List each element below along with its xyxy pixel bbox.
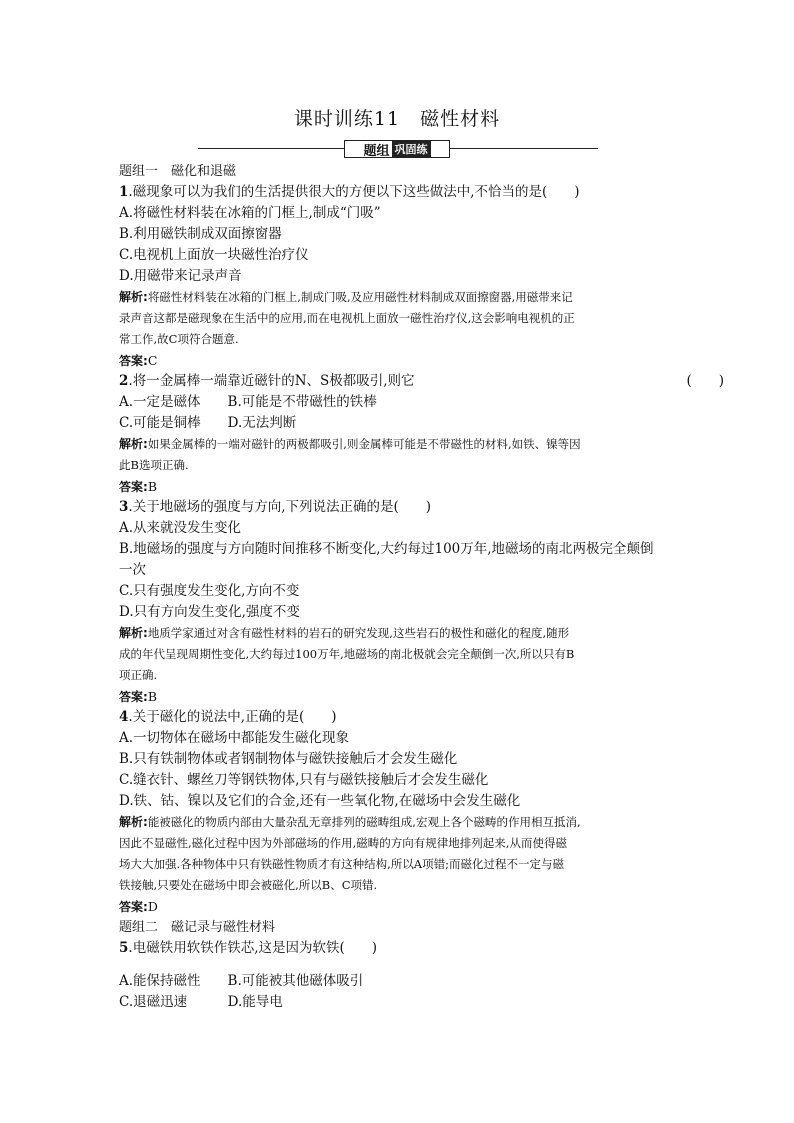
explanation-line: 铁接触,只要处在磁场中即会被磁化,所以B、C项错. xyxy=(119,878,378,892)
group-heading-2: 题组二 磁记录与磁性材料 xyxy=(119,920,276,935)
question-number: 3 xyxy=(119,499,129,515)
answer-label: 答案: xyxy=(119,354,148,368)
explanation-line: 常工作,故C项符合题意. xyxy=(119,332,239,346)
spacer xyxy=(119,959,724,971)
exercise-content xyxy=(119,161,724,1013)
answer-value: B xyxy=(147,479,157,494)
option-c: C.电视机上面放一块磁性治疗仪 xyxy=(119,247,309,263)
option-b-continued: 一次 xyxy=(119,562,146,578)
explanation-line xyxy=(119,287,724,308)
answer-value: D xyxy=(147,899,158,914)
answer-label: 答案: xyxy=(119,480,148,494)
section-banner xyxy=(198,140,598,158)
explanation-label: 解析: xyxy=(119,815,148,829)
question-5: 5.电磁铁用软铁作铁芯,这是因为软铁( ) xyxy=(119,940,378,956)
options-cd: C.可能是铜棒 D.无法判断 xyxy=(119,415,297,431)
explanation-line: 此B选项正确. xyxy=(119,458,189,472)
option-b: B.只有铁制物体或者钢制物体与磁铁接触后才会发生磁化 xyxy=(119,751,458,767)
answer-line xyxy=(119,350,724,371)
option-c: C.缝衣针、螺丝刀等钢铁物体,只有与磁铁接触后才会发生磁化 xyxy=(119,772,489,788)
explanation-line: 因此不显磁性,磁化过程中因为外部磁场的作用,磁畴的方向有规律地排列起来,从而使得磁 xyxy=(119,836,567,850)
explanation-text: 能被磁化的物质内部由大量杂乱无章排列的磁畴组成,宏观上各个磁畴的作用相互抵消, xyxy=(147,815,581,829)
answer-value: B xyxy=(147,689,157,704)
explanation-label: 解析: xyxy=(119,626,148,640)
option-b: B.利用磁铁制成双面擦窗器 xyxy=(119,226,282,242)
explanation-label: 解析: xyxy=(119,437,148,451)
banner-label: 题组 xyxy=(363,143,390,159)
question-stem: 关于地磁场的强度与方向,下列说法正确的是( ) xyxy=(132,499,432,515)
explanation-text: 如果金属棒的一端对磁针的两极都吸引,则金属棒可能是不带磁性的材料,如铁、镍等因 xyxy=(147,437,581,451)
option-d: D.只有方向发生变化,强度不变 xyxy=(119,604,300,620)
answer-label: 答案: xyxy=(119,690,148,704)
explanation-line: 录声音这都是磁现象在生活中的应用,而在电视机上面放一磁性治疗仪,这会影响电视机的正 xyxy=(119,311,575,325)
question-stem: 关于磁化的说法中,正确的是( ) xyxy=(132,709,337,725)
option-c: C.只有强度发生变化,方向不变 xyxy=(119,583,300,599)
banner-rule-left xyxy=(198,148,346,149)
explanation-line: 成的年代呈现周期性变化,大约每过100万年,地磁场的南北极就会完全颠倒一次,所以只有B xyxy=(119,647,575,661)
question-number: 1 xyxy=(119,184,129,200)
answer-label: 答案: xyxy=(119,900,148,914)
answer-bracket: ( ) xyxy=(686,373,724,389)
question-number: 4 xyxy=(119,709,129,725)
answer-line xyxy=(119,476,724,497)
options-ab: A.能保持磁性 B.可能被其他磁体吸引 xyxy=(119,973,364,989)
explanation-label: 解析: xyxy=(119,290,148,304)
explanation-text: 地质学家通过对含有磁性材料的岩石的研究发现,这些岩石的极性和磁化的程度,随形 xyxy=(147,626,570,640)
question-3: 3.关于地磁场的强度与方向,下列说法正确的是( ) xyxy=(119,499,432,515)
explanation-line xyxy=(119,623,724,644)
option-a: A.一切物体在磁场中都能发生磁化现象 xyxy=(119,730,350,746)
answer-line xyxy=(119,896,724,917)
answer-value: C xyxy=(147,353,158,368)
banner-highlight: 巩固练 xyxy=(392,141,431,157)
option-a: A.将磁性材料装在冰箱的门框上,制成“门吸” xyxy=(119,205,381,221)
question-stem: 电磁铁用软铁作铁芯,这是因为软铁( ) xyxy=(132,940,378,956)
question-number: 5 xyxy=(119,940,129,956)
question-1: 1.磁现象可以为我们的生活提供很大的方便以下这些做法中,不恰当的是( ) xyxy=(119,184,580,200)
question-number: 2 xyxy=(119,373,129,389)
options-cd: C.退磁迅速 D.能导电 xyxy=(119,994,283,1010)
option-d: D.用磁带来记录声音 xyxy=(119,268,242,284)
explanation-line: 场大大加强.各种物体中只有铁磁性物质才有这种结构,所以A项错;而磁化过程不一定与磁 xyxy=(119,857,564,871)
option-d: D.铁、钴、镍以及它们的合金,还有一些氧化物,在磁场中会发生磁化 xyxy=(119,793,521,809)
option-a: A.从来就没发生变化 xyxy=(119,520,242,536)
explanation-text: 将磁性材料装在冰箱的门框上,制成门吸,及应用磁性材料制成双面擦窗器,用磁带来记 xyxy=(147,290,573,304)
page-title: 课时训练11 磁性材料 xyxy=(293,108,501,130)
group-heading-1: 题组一 磁化和退磁 xyxy=(119,164,237,179)
question-stem: 将一金属棒一端靠近磁针的N、S极都吸引,则它 xyxy=(132,373,415,389)
banner-box xyxy=(344,140,450,158)
option-b: B.地磁场的强度与方向随时间推移不断变化,大约每过100万年,地磁场的南北两极完全颠倒 xyxy=(119,541,654,557)
question-2: 2.将一金属棒一端靠近磁针的N、S极都吸引,则它 ( ) xyxy=(119,371,724,392)
answer-line xyxy=(119,686,724,707)
question-4: 4.关于磁化的说法中,正确的是( ) xyxy=(119,709,337,725)
options-ab: A.一定是磁体 B.可能是不带磁性的铁棒 xyxy=(119,394,377,410)
banner-rule-right xyxy=(450,148,598,149)
explanation-line xyxy=(119,812,724,833)
explanation-line xyxy=(119,434,724,455)
question-stem: 磁现象可以为我们的生活提供很大的方便以下这些做法中,不恰当的是( ) xyxy=(132,184,580,200)
explanation-line: 项正确. xyxy=(119,668,158,682)
